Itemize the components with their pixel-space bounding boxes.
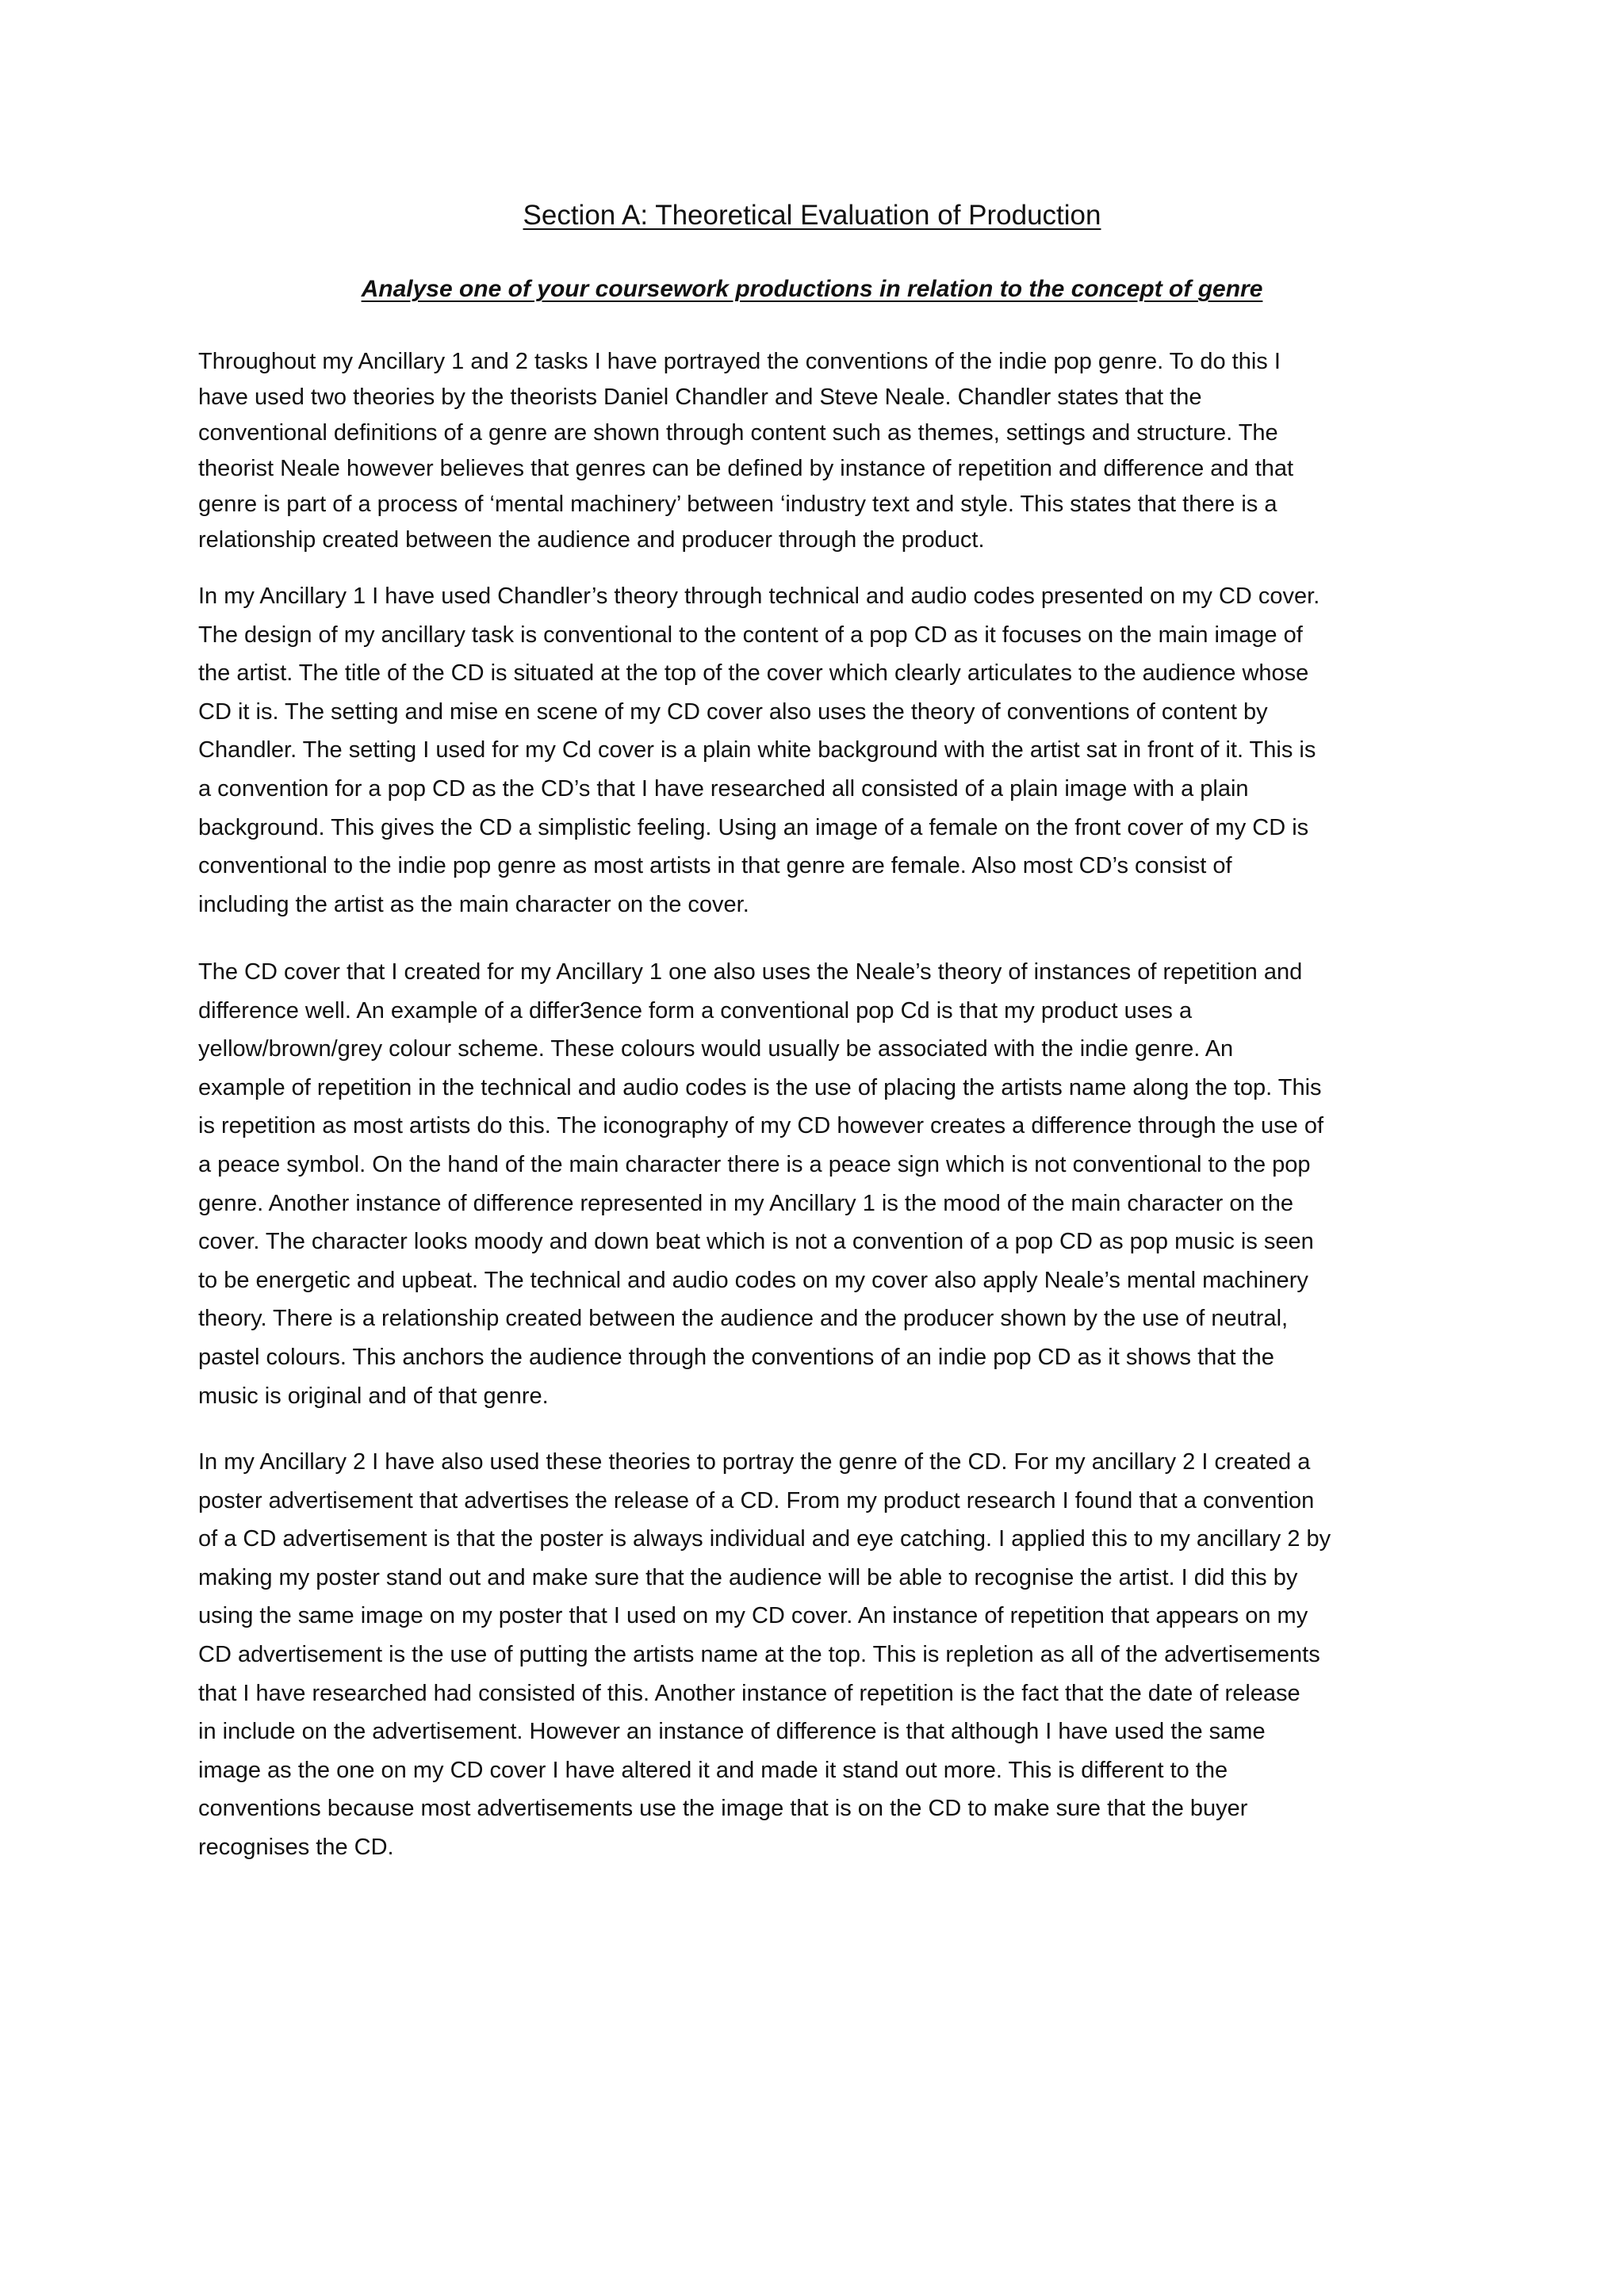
text-line: pastel colours. This anchors the audience through the conventions of an indie pop CD as it shows that the	[198, 1344, 1274, 1370]
text-line: image as the one on my CD cover I have altered it and made it stand out more. This is different to the	[198, 1757, 1228, 1783]
text-line: genre is part of a process of ‘mental machinery’ between ‘industry text and style. This states that there is a	[198, 492, 1277, 517]
text-line: is repetition as most artists do this. The iconography of my CD however creates a difference through the use of	[198, 1113, 1324, 1139]
text-line: making my poster stand out and make sure that the audience will be able to recognise the artist. I did this by	[198, 1564, 1298, 1590]
paragraph-introduction	[198, 344, 1435, 558]
text-line: to be energetic and upbeat. The technical and audio codes on my cover also apply Neale’s mental machinery	[198, 1267, 1308, 1293]
text-line: yellow/brown/grey colour scheme. These colours would usually be associated with the indie genre. An	[198, 1036, 1234, 1062]
text-line: difference well. An example of a differ3ence form a conventional pop Cd is that my product uses a	[198, 997, 1193, 1024]
text-line: in include on the advertisement. However an instance of difference is that although I have used the same	[198, 1719, 1266, 1745]
text-line: that I have researched had consisted of this. Another instance of repetition is the fact that the date of release	[198, 1680, 1300, 1706]
text-line: recognises the CD.	[198, 1834, 394, 1860]
text-line: poster advertisement that advertises the release of a CD. From my product research I found that a convention	[198, 1487, 1315, 1513]
text-line: music is original and of that genre.	[198, 1383, 549, 1409]
text-line: a peace symbol. On the hand of the main character there is a peace sign which is not conventional to the pop	[198, 1151, 1311, 1177]
paragraph-ancillary-1-neale	[198, 953, 1435, 1415]
text-line: conventional definitions of a genre are shown through content such as themes, settings and structure. The	[198, 420, 1278, 446]
text-line: example of repetition in the technical and audio codes is the use of placing the artists name along the top. This	[198, 1074, 1322, 1100]
section-title: Section A: Theoretical Evaluation of Production	[523, 200, 1101, 231]
text-line: In my Ancillary 2 I have also used these theories to portray the genre of the CD. For my ancillary 2 I created a	[198, 1449, 1311, 1475]
text-line: the artist. The title of the CD is situated at the top of the cover which clearly articulates to the audience whose	[198, 660, 1309, 687]
text-line: including the artist as the main character on the cover.	[198, 891, 749, 917]
text-line: conventions because most advertisements use the image that is on the CD to make sure that the buyer	[198, 1796, 1248, 1822]
text-line: theory. There is a relationship created between the audience and the producer shown by the use of neutral,	[198, 1306, 1289, 1332]
text-line: of a CD advertisement is that the poster is always individual and eye catching. I applied this to my ancillary 2 by	[198, 1526, 1331, 1552]
paragraph-ancillary-1-chandler	[198, 577, 1435, 924]
text-line: relationship created between the audience and producer through the product.	[198, 527, 985, 553]
text-line: using the same image on my poster that I used on my CD cover. An instance of repetition that appears on my	[198, 1603, 1308, 1629]
text-line: The CD cover that I created for my Ancillary 1 one also uses the Neale’s theory of instances of repetition and	[198, 959, 1303, 985]
text-line: have used two theories by the theorists Daniel Chandler and Steve Neale. Chandler states that the	[198, 385, 1202, 410]
text-line: theorist Neale however believes that genres can be defined by instance of repetition and difference and that	[198, 456, 1294, 481]
text-line: Chandler. The setting I used for my Cd cover is a plain white background with the artist sat in front of it. This is	[198, 737, 1316, 763]
paragraph-ancillary-2	[198, 1443, 1435, 1867]
text-line: genre. Another instance of difference represented in my Ancillary 1 is the mood of the main character on the	[198, 1190, 1293, 1216]
text-line: a convention for a pop CD as the CD’s that I have researched all consisted of a plain image with a plain	[198, 775, 1249, 802]
text-line: The design of my ancillary task is conventional to the content of a pop CD as it focuses on the main image of	[198, 622, 1303, 648]
text-line: cover. The character looks moody and down beat which is not a convention of a pop CD as pop music is seen	[198, 1229, 1314, 1255]
text-line: In my Ancillary 1 I have used Chandler’s theory through technical and audio codes presented on my CD cover.	[198, 584, 1320, 609]
text-line: conventional to the indie pop genre as most artists in that genre are female. Also most CD’s consist of	[198, 853, 1232, 879]
text-line: CD advertisement is the use of putting the artists name at the top. This is repletion as all of the advertisements	[198, 1641, 1320, 1667]
text-line: Throughout my Ancillary 1 and 2 tasks I have portrayed the conventions of the indie pop genre. To do this I	[198, 349, 1281, 374]
text-line: background. This gives the CD a simplistic feeling. Using an image of a female on the front cover of my CD is	[198, 814, 1309, 840]
essay-question: Analyse one of your coursework productions in relation to the concept of genre	[361, 276, 1263, 302]
text-line: CD it is. The setting and mise en scene of my CD cover also uses the theory of conventions of content by	[198, 698, 1268, 725]
